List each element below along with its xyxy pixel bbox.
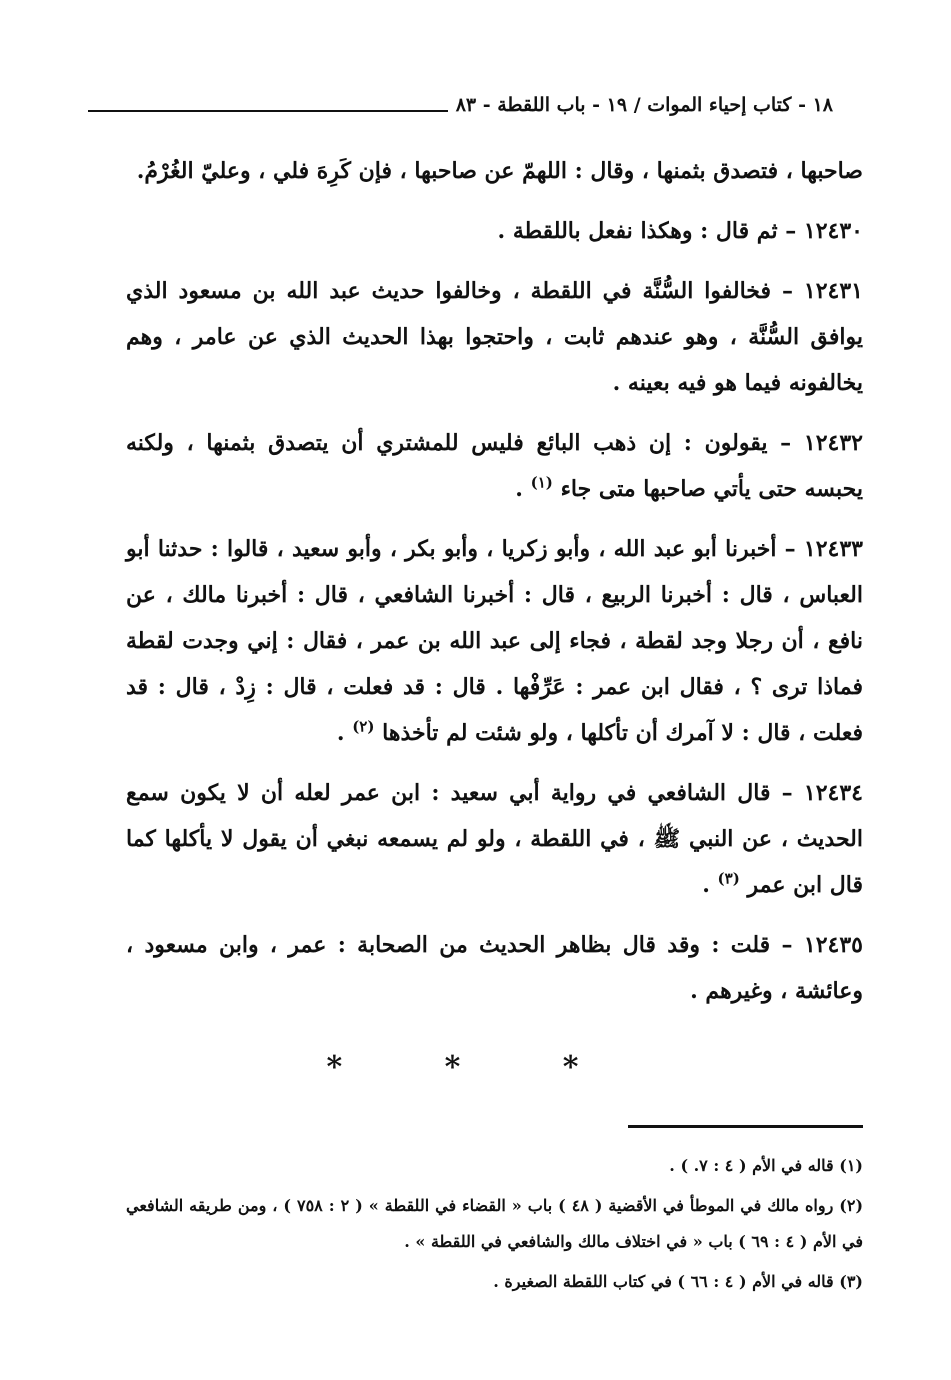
paragraph-text: صاحبها ، فتصدق بثمنها ، وقال : اللهمّ عن صاحبها ، فإن كَرِهَ فلي ، وعليّ الغُرْمُ. — [136, 158, 863, 184]
main-text — [126, 148, 863, 1028]
paragraph-number: ١٢٤٣٣ — [803, 536, 863, 562]
footnote-reference: (١) — [530, 473, 553, 492]
paragraph-text: – ثم قال : وهكذا نفعل باللقطة . — [497, 218, 797, 244]
paragraph-tail: . — [702, 872, 718, 898]
paragraph-text: – أخبرنا أبو عبد الله ، وأبو زكريا ، وأبو بكر ، وأبو سعيد ، قالوا : حدثنا أبو العباس ، قال : أخبرنا الربيع ، قال : أخبرنا الشافعي ، قال : أخبرنا مالك ، عن نافع ، أن رجلا وجد لقطة ، فجاء إلى عبد الله بن عمر ، فقال : إني وجدت لقطة فماذا ترى ؟ ، فقال ابن عمر : عَرِّفْها . قال : قد فعلت ، قال : زِدْ ، قال : قد فعلت ، قال : لا آمرك أن تأكلها ، ولو شئت لم تأخذها — [126, 536, 863, 746]
footnote: (٢) رواه مالك في الموطأ في الأقضية ( ٤٨ ) باب « القضاء في اللقطة » ( ٢ : ٧٥٨ ) ، ومن طريقه الشافعي في الأم ( ٤ : ٦٩ ) باب « في اختلاف مالك والشافعي في اللقطة » . — [126, 1196, 864, 1251]
footnote: (٣) قاله في الأم ( ٤ : ٦٦ ) في كتاب اللقطة الصغيرة . — [493, 1272, 863, 1291]
section-separator: * * * — [326, 1050, 625, 1085]
running-header — [88, 88, 833, 128]
paragraph — [126, 922, 863, 1014]
paragraph-text: – فخالفوا السُّنَّة في اللقطة ، وخالفوا حديث عبد الله بن مسعود الذي يوافق السُّنَّة ، وهو عندهم ثابت ، واحتجوا بهذا الحديث الذي عن عامر ، وهم يخالفونه فيما هو فيه بعينه . — [126, 278, 863, 396]
running-title: ١٨ - كتاب إحياء الموات / ١٩ - باب اللقطة - ٨٣ — [455, 94, 833, 116]
paragraph — [126, 770, 863, 908]
footnote: (١) قاله في الأم ( ٤ : ٧. ) . — [669, 1156, 863, 1175]
paragraph — [126, 526, 863, 756]
paragraph-tail: . — [336, 720, 353, 746]
paragraph-text: – يقولون : إن ذهب البائع فليس للمشتري أن يتصدق بثمنها ، ولكنه يحبسه حتى يأتي صاحبها متى جاء — [126, 430, 863, 502]
header-rule — [88, 110, 448, 112]
footnotes — [126, 1148, 863, 1304]
paragraph-text: – قال الشافعي في رواية أبي سعيد : ابن عمر لعله أن لا يكون سمع الحديث ، عن النبي ﷺ ، في اللقطة ، ولو لم يسمعه نبغي أن يقول لا يأكلها كما قال ابن عمر — [126, 780, 863, 898]
paragraph — [126, 268, 863, 406]
paragraph-number: ١٢٤٣٤ — [803, 780, 863, 806]
paragraph — [126, 420, 863, 512]
paragraph — [126, 208, 863, 254]
footnote-reference: (٣) — [717, 869, 740, 888]
paragraph-number: ١٢٤٣٢ — [803, 430, 863, 456]
footnote-rule — [628, 1125, 863, 1128]
paragraph-number: ١٢٤٣١ — [803, 278, 863, 304]
paragraph-text: – قلت : وقد قال بظاهر الحديث من الصحابة : عمر ، وابن مسعود ، وعائشة ، وغيرهم . — [126, 932, 863, 1004]
paragraph-tail: . — [515, 476, 531, 502]
paragraph — [126, 148, 863, 194]
paragraph-number: ١٢٤٣٥ — [803, 932, 863, 958]
paragraph-number: ١٢٤٣٠ — [803, 218, 863, 244]
footnote-reference: (٢) — [352, 717, 375, 736]
